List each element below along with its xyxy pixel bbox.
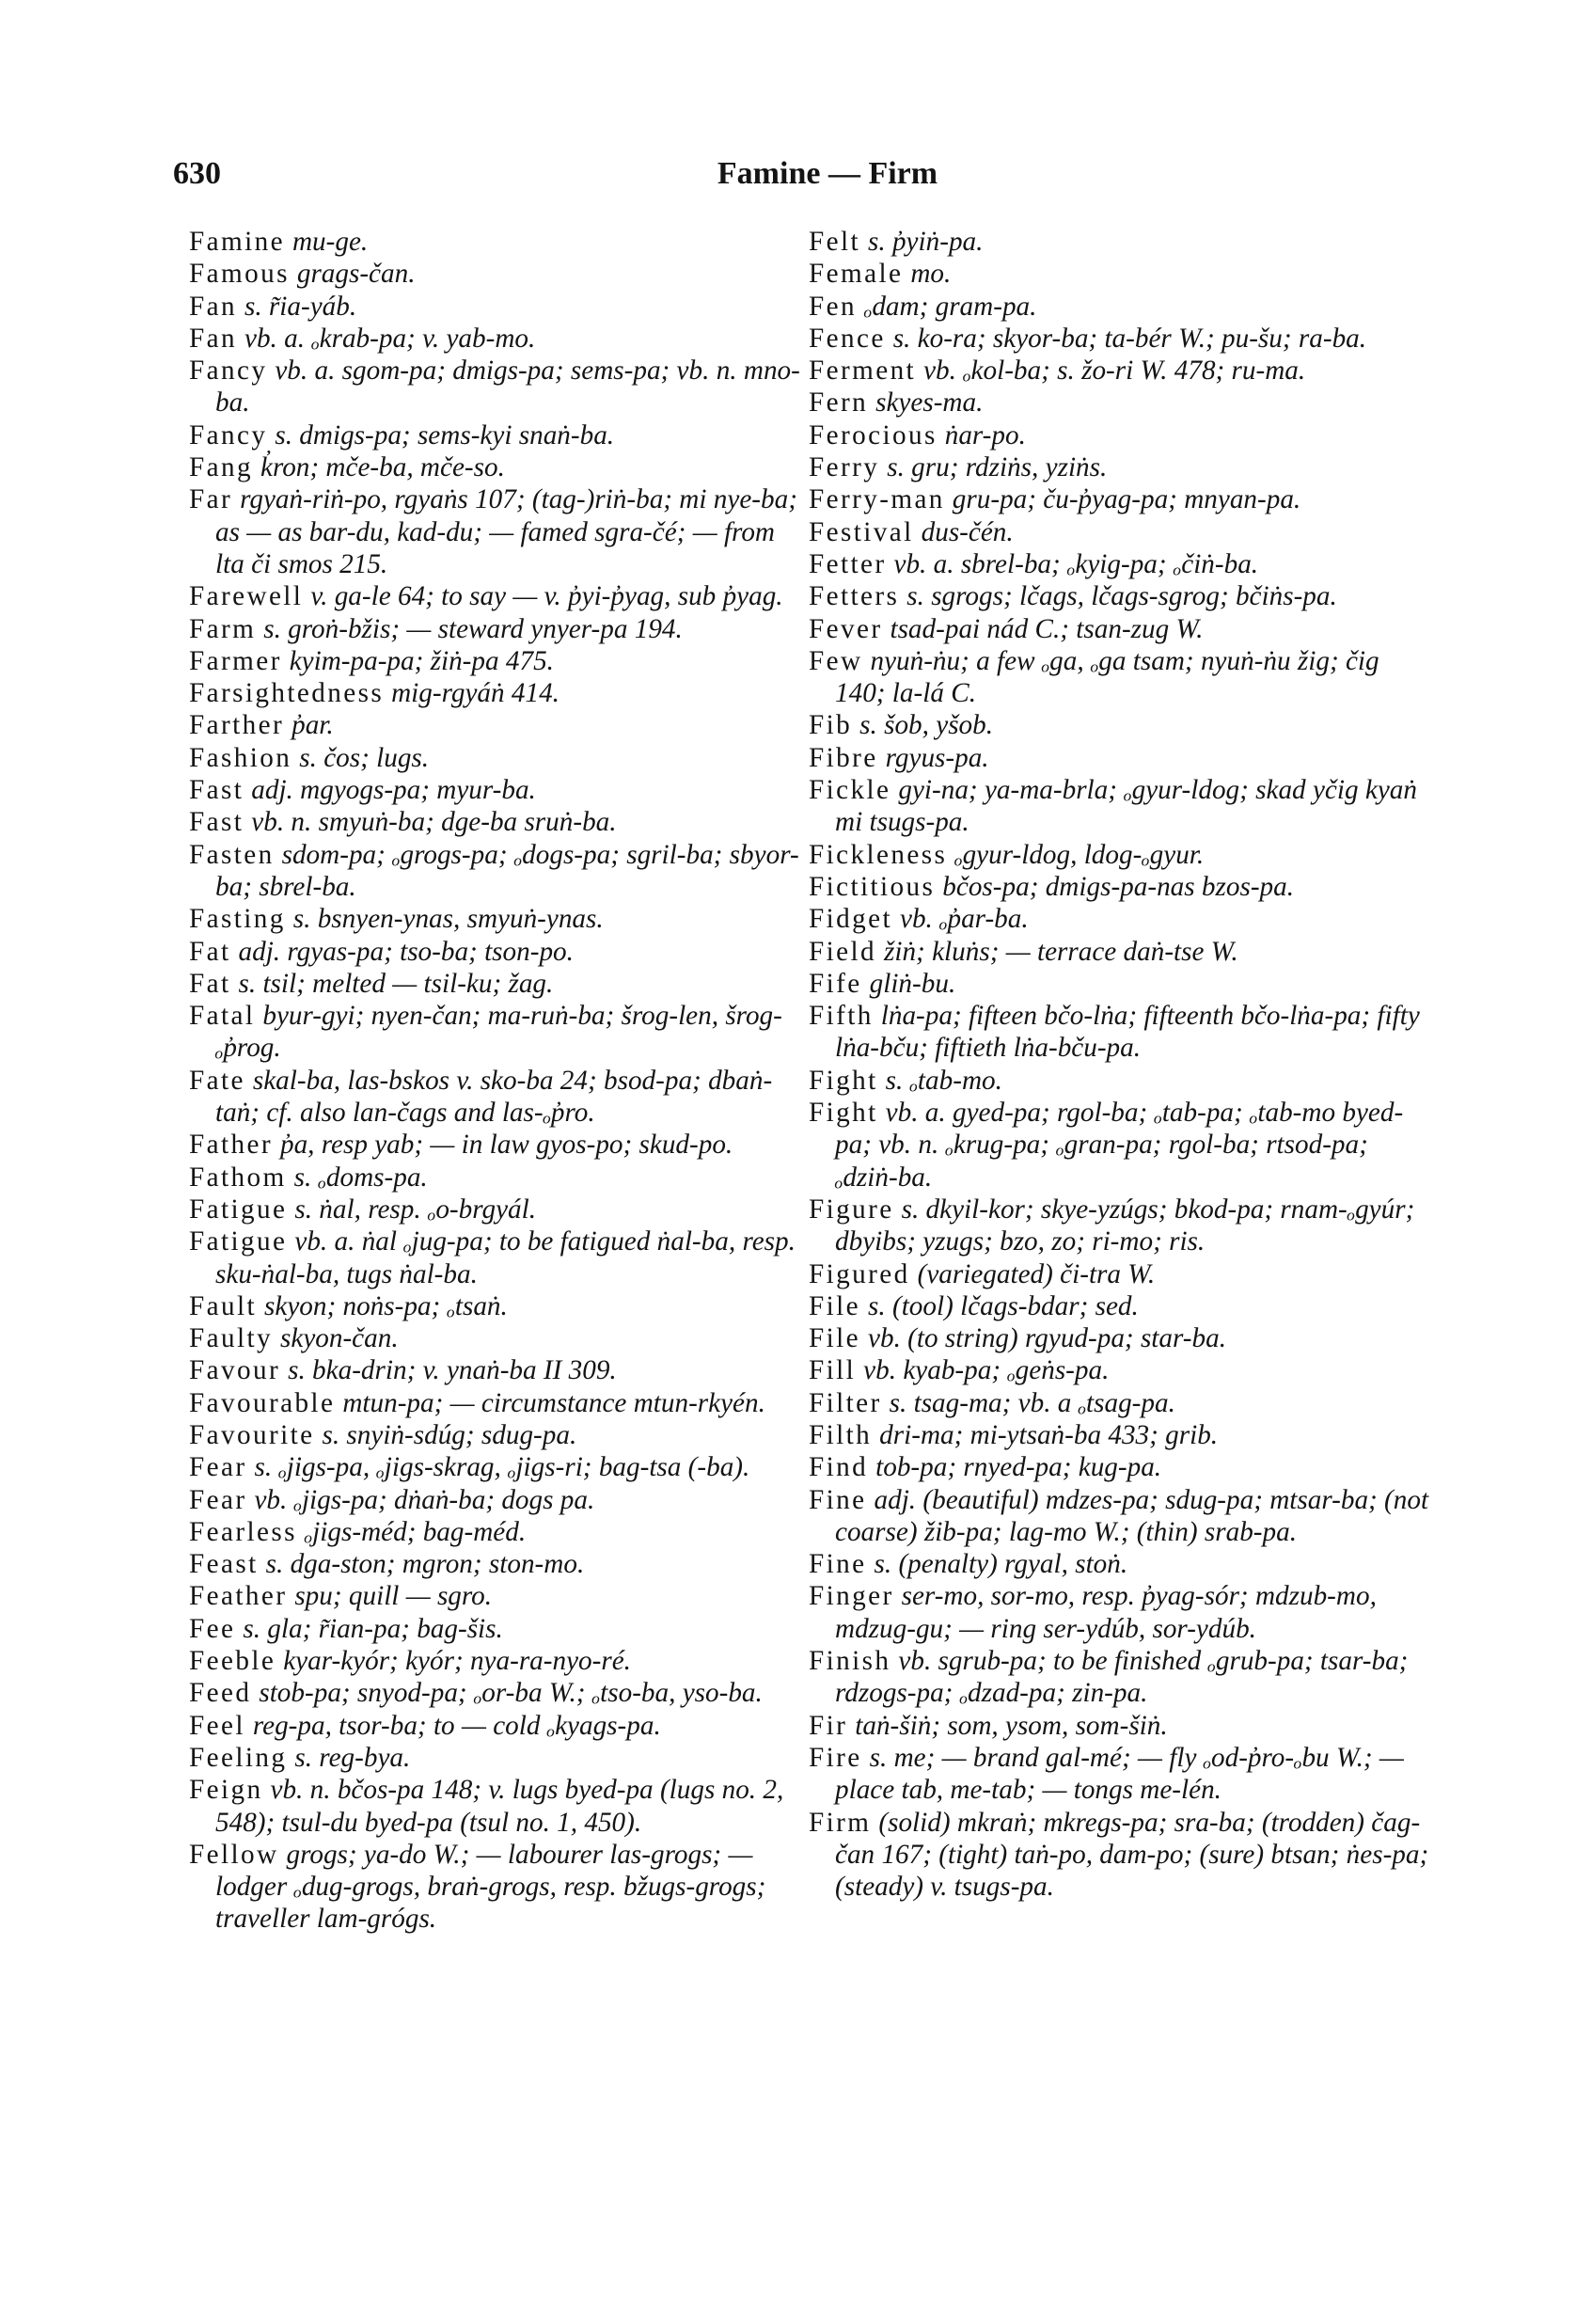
dictionary-entry [809, 516, 1429, 548]
entry-headword: Few [809, 645, 863, 676]
entry-definition: s. reg-bya. [294, 1742, 411, 1773]
dictionary-entry [809, 742, 1429, 774]
entry-definition: žiṅ; kluṅs; — terrace daṅ-tse W. [884, 936, 1238, 967]
entry-headword: Fine [809, 1549, 867, 1580]
entry-headword: Fancy [189, 419, 268, 451]
entry-headword: Ferry [809, 452, 880, 483]
entry-definition: s. snyiṅ-sdúg; sdug-pa. [322, 1419, 577, 1450]
dictionary-entry [809, 1451, 1429, 1483]
dictionary-entry [809, 258, 1429, 290]
dictionary-entry [809, 1807, 1429, 1904]
entry-definition: ṅar-po. [944, 419, 1026, 451]
dictionary-entry [809, 483, 1429, 515]
entry-headword: Fever [809, 613, 883, 644]
entry-headword: Fifth [809, 1001, 874, 1032]
entry-definition: p̓a, resp yab; — in law gyos-po; skud-po. [279, 1130, 733, 1161]
dictionary-entry [189, 1065, 810, 1130]
entry-headword: Fast [189, 807, 244, 838]
entry-definition: s. p̓yiṅ-pa. [868, 227, 984, 257]
entry-headword: Fear [189, 1484, 247, 1515]
entry-definition: vb. sgrub-pa; to be finished ₒgrub-pa; tsar-ba; rdzogs-pa; ₒdzad-pa; zin-pa. [835, 1646, 1409, 1709]
entry-headword: Fill [809, 1355, 857, 1386]
entry-definition: p̓ar. [292, 710, 334, 741]
entry-definition: ₒdam; gram-pa. [863, 291, 1037, 322]
entry-headword: Fate [189, 1065, 245, 1096]
dictionary-entry [189, 936, 810, 968]
entry-headword: Filth [809, 1419, 873, 1450]
page-number: 630 [173, 156, 221, 191]
entry-definition: grags-čan. [296, 259, 416, 290]
dictionary-entry [809, 1645, 1429, 1710]
entry-definition: skyon; noṅs-pa; ₒtsaṅ. [264, 1290, 508, 1321]
entry-definition: s. ₒjigs-pa, ₒjigs-skrag, ₒjigs-ri; bag-tsa (-ba). [254, 1452, 750, 1483]
dictionary-entry [189, 1839, 810, 1936]
dictionary-entry [189, 1129, 810, 1161]
entry-definition: mu-ge. [292, 227, 369, 257]
entry-definition: tob-pa; rnyed-pa; kug-pa. [875, 1452, 1162, 1483]
entry-definition: reg-pa, tsor-ba; to — cold ₒkyags-pa. [252, 1710, 661, 1741]
entry-definition: gru-pa; ču-p̓yag-pa; mnyan-pa. [952, 484, 1301, 515]
entry-headword: Famine [189, 227, 285, 257]
entry-definition: s. gru; rdziṅs, yziṅs. [887, 452, 1108, 483]
entry-headword: Fasting [189, 904, 286, 935]
dictionary-entry [809, 419, 1429, 451]
dictionary-entry [189, 1774, 810, 1839]
entry-headword: Feeling [189, 1742, 288, 1773]
dictionary-entry [189, 1419, 810, 1451]
dictionary-entry [809, 1580, 1429, 1645]
dictionary-entry [809, 1419, 1429, 1451]
dictionary-entry [809, 839, 1429, 871]
entry-headword: Farm [189, 613, 257, 644]
entry-headword: File [809, 1290, 861, 1321]
entry-definition: rgyaṅ-riṅ-po, rgyaṅs 107; (tag-)riṅ-ba; mi nye-ba; as — as bar-du, kad-du; — famed sgra-čé; — from lta či smos 215. [215, 484, 797, 579]
entry-headword: Fidget [809, 904, 892, 935]
dictionary-entry [189, 1548, 810, 1580]
entry-definition: (solid) mkraṅ; mkregs-pa; sra-ba; (trodden) čag-čan 167; (tight) taṅ-po, dam-po; (sure) btsan; ṅes-pa; (steady) v. tsugs-pa. [835, 1807, 1429, 1903]
entry-definition: bčos-pa; dmigs-pa-nas bzos-pa. [942, 871, 1295, 902]
dictionary-entry [189, 1194, 810, 1225]
entry-definition: s. ₒdoms-pa. [293, 1162, 428, 1193]
dictionary-entry [189, 1000, 810, 1065]
entry-definition: s. (penalty) rgyal, stoṅ. [874, 1549, 1128, 1580]
dictionary-entry [809, 1354, 1429, 1386]
entry-headword: Farther [189, 710, 285, 741]
dictionary-entry [809, 1387, 1429, 1419]
entry-headword: Far [189, 484, 233, 515]
dictionary-entry [189, 226, 810, 258]
entry-headword: Fetters [809, 581, 900, 612]
dictionary-entry [189, 839, 810, 904]
entry-definition: vb. a. ₒkrab-pa; v. yab-mo. [244, 323, 536, 354]
dictionary-entry [189, 1451, 810, 1483]
dictionary-entry [189, 419, 810, 451]
dictionary-entry [809, 387, 1429, 419]
dictionary-entry [189, 451, 810, 483]
dictionary-entry [809, 451, 1429, 483]
dictionary-entry [809, 1065, 1429, 1097]
entry-headword: Fatigue [189, 1226, 288, 1257]
dictionary-entry [809, 1290, 1429, 1322]
dictionary-entry [189, 774, 810, 806]
entry-headword: Fictitious [809, 871, 936, 902]
entry-headword: Famous [189, 259, 290, 290]
dictionary-entry [809, 613, 1429, 645]
entry-headword: Fatal [189, 1001, 256, 1032]
entry-headword: Ferry-man [809, 484, 945, 515]
entry-headword: Fear [189, 1452, 247, 1483]
entry-definition: ₒgyur-ldog, ldog-ₒgyur. [954, 839, 1205, 870]
entry-headword: Farmer [189, 645, 282, 676]
entry-headword: Fib [809, 710, 853, 741]
dictionary-entry [189, 1677, 810, 1709]
dictionary-entry [809, 1548, 1429, 1580]
entry-definition: byur-gyi; nyen-čan; ma-ruṅ-ba; šrog-len, šrog-ₒp̓rog. [215, 1001, 782, 1064]
entry-headword: Fight [809, 1098, 878, 1129]
entry-definition: adj. rgyas-pa; tso-ba; tson-po. [238, 936, 574, 967]
entry-headword: Fellow [189, 1839, 279, 1870]
dictionary-entry [189, 742, 810, 774]
entry-headword: Feed [189, 1678, 252, 1709]
entry-definition: kyar-kyór; kyór; nya-ra-nyo-ré. [283, 1646, 631, 1677]
dictionary-entry [189, 903, 810, 935]
dictionary-entry [809, 580, 1429, 612]
entry-headword: Feign [189, 1775, 263, 1806]
entry-definition: sdom-pa; ₒgrogs-pa; ₒdogs-pa; sgril-ba; sbyor-ba; sbrel-ba. [215, 839, 799, 902]
entry-headword: Filter [809, 1387, 882, 1418]
entry-headword: Figured [809, 1258, 910, 1289]
dictionary-entry [809, 936, 1429, 968]
entry-definition: s. groṅ-bžis; — steward ynyer-pa 194. [263, 613, 683, 644]
entry-definition: s. tsag-ma; vb. a ₒtsag-pa. [889, 1387, 1175, 1418]
entry-definition: s. ṅal, resp. ₒo-brgyál. [294, 1194, 537, 1225]
entry-headword: Father [189, 1130, 273, 1161]
entry-definition: vb. a. ṅal ₒjug-pa; to be fatigued ṅal-ba, resp. sku-ṅal-ba, tugs ṅal-ba. [215, 1226, 796, 1289]
dictionary-entry [809, 903, 1429, 935]
dictionary-entry [809, 1258, 1429, 1290]
entry-definition: vb. ₒkol-ba; s. žo-ri W. 478; ru-ma. [923, 356, 1306, 387]
entry-definition: s. me; — brand gal-mé; — fly ₒod-p̓ro-ₒbu W.; — place tab, me-tab; — tongs me-lén. [835, 1742, 1404, 1806]
dictionary-entry [189, 1225, 810, 1290]
dictionary-entry [189, 613, 810, 645]
entry-definition: grogs; ya-do W.; — labourer las-grogs; — lodger ₒdug-grogs, braṅ-grogs, resp. bžugs-grogs; traveller lam-grógs. [215, 1839, 766, 1935]
entry-headword: Fence [809, 323, 886, 354]
entry-headword: Fatigue [189, 1194, 288, 1225]
entry-headword: Fife [809, 968, 862, 999]
right-column [809, 226, 1429, 1903]
entry-definition: adj. (beautiful) mdzes-pa; sdug-pa; mtsar-ba; (not coarse) žib-pa; lag-mo W.; (thin) srab-pa. [835, 1484, 1429, 1547]
entry-definition: lṅa-pa; fifteen bčo-lṅa; fifteenth bčo-lṅa-pa; fifty lṅa-bču; fiftieth lṅa-bču-pa. [835, 1001, 1420, 1064]
entry-definition: vb. a. gyed-pa; rgol-ba; ₒtab-pa; ₒtab-mo byed-pa; vb. n. ₒkrug-pa; ₒgran-pa; rgol-ba; rtsod-pa; ₒdziṅ-ba. [835, 1098, 1404, 1193]
entry-definition: vb. a. sgom-pa; dmigs-pa; sems-pa; vb. n. mno-ba. [215, 356, 800, 419]
dictionary-entry [809, 1710, 1429, 1742]
entry-headword: File [809, 1323, 861, 1354]
entry-headword: Find [809, 1452, 869, 1483]
entry-definition: s. dkyil-kor; skye-yzúgs; bkod-pa; rnam-ₒgyúr; dbyibs; yzugs; bzo, zo; ri-mo; ris. [835, 1194, 1415, 1257]
dictionary-entry [189, 1613, 810, 1645]
entry-headword: Fight [809, 1065, 878, 1096]
entry-headword: Fearless [189, 1516, 297, 1547]
entry-headword: Farsightedness [189, 678, 385, 709]
entry-headword: Fashion [189, 742, 292, 773]
entry-definition: mig-rgyáṅ 414. [391, 678, 559, 709]
left-column [189, 226, 810, 1936]
entry-headword: Finish [809, 1646, 891, 1677]
dictionary-entry [189, 1645, 810, 1677]
entry-definition: spu; quill — sgro. [294, 1581, 493, 1612]
dictionary-entry [189, 1162, 810, 1194]
entry-definition: s. r̃ia-yáb. [244, 291, 357, 322]
dictionary-entry [189, 258, 810, 290]
entry-headword: Fee [189, 1613, 236, 1644]
dictionary-entry [809, 1742, 1429, 1807]
entry-definition: vb. (to string) rgyud-pa; star-ba. [868, 1323, 1226, 1354]
dictionary-entry [189, 1484, 810, 1516]
entry-definition: ₒjigs-méd; bag-méd. [304, 1516, 527, 1547]
entry-headword: Fir [809, 1710, 848, 1741]
entry-headword: Fasten [189, 839, 275, 870]
entry-definition: gyi-na; ya-ma-brla; ₒgyur-ldog; skad yčig kyaṅ mi tsugs-pa. [835, 775, 1417, 838]
entry-headword: Fang [189, 452, 253, 483]
entry-definition: s. čos; lugs. [299, 742, 430, 773]
dictionary-entry [189, 1742, 810, 1774]
dictionary-entry [809, 291, 1429, 323]
entry-definition: taṅ-šiṅ; som, ysom, som-šiṅ. [855, 1710, 1168, 1741]
dictionary-entry [189, 580, 810, 612]
entry-definition: vb. n. bčos-pa 148; v. lugs byed-pa (lugs no. 2, 548); tsul-du byed-pa (tsul no. 1, 450). [215, 1775, 784, 1838]
running-head: Famine — Firm [717, 156, 938, 191]
entry-definition: s. gla; r̃ian-pa; bag-šis. [243, 1613, 503, 1644]
entry-headword: Finger [809, 1581, 894, 1612]
entry-definition: mo. [910, 259, 952, 290]
dictionary-entry [809, 226, 1429, 258]
entry-headword: Firm [809, 1807, 872, 1838]
entry-headword: Fast [189, 775, 244, 806]
entry-headword: Fault [189, 1290, 257, 1321]
entry-headword: Ferment [809, 356, 917, 387]
entry-definition: skal-ba, las-bskos v. sko-ba 24; bsod-pa; dbaṅ-taṅ; cf. also lan-čags and las-ₒp̓ro. [215, 1065, 773, 1129]
entry-definition: stob-pa; snyod-pa; ₒor-ba W.; ₒtso-ba, yso-ba. [259, 1678, 763, 1709]
dictionary-entry [189, 1580, 810, 1612]
entry-definition: tsad-pai nád C.; tsan-zug W. [890, 613, 1204, 644]
entry-headword: Figure [809, 1194, 894, 1225]
entry-headword: Feeble [189, 1646, 276, 1677]
entry-headword: Fickle [809, 775, 891, 806]
entry-headword: Fire [809, 1742, 862, 1773]
dictionary-entry [809, 1484, 1429, 1549]
entry-definition: dri-ma; mi-ytsaṅ-ba 433; grib. [879, 1419, 1219, 1450]
entry-headword: Fibre [809, 742, 878, 773]
dictionary-entry [809, 645, 1429, 710]
dictionary-entry [809, 774, 1429, 839]
entry-headword: Feather [189, 1581, 288, 1612]
dictionary-entry [189, 968, 810, 1000]
dictionary-entry [809, 1322, 1429, 1354]
dictionary-entry [809, 1097, 1429, 1194]
entry-headword: Fine [809, 1484, 867, 1515]
entry-headword: Ferocious [809, 419, 938, 451]
dictionary-entry [189, 1710, 810, 1742]
dictionary-entry [809, 323, 1429, 355]
entry-definition: s. ko-ra; skyor-ba; ta-bér W.; pu-šu; ra-ba. [892, 323, 1367, 354]
entry-definition: skyes-ma. [875, 387, 984, 419]
entry-definition: vb. a. sbrel-ba; ₒkyig-pa; ₒčiṅ-ba. [893, 548, 1259, 579]
entry-definition: s. bka-drin; v. ynaṅ-ba II 309. [288, 1355, 617, 1386]
dictionary-entry [189, 291, 810, 323]
entry-definition: mtun-pa; — circumstance mtun-rkyén. [342, 1387, 765, 1418]
dictionary-entry [189, 677, 810, 709]
entry-headword: Favour [189, 1355, 281, 1386]
entry-definition: s. dga-ston; mgron; ston-mo. [265, 1549, 585, 1580]
entry-definition: s. (tool) lčags-bdar; sed. [868, 1290, 1139, 1321]
dictionary-entry [189, 1516, 810, 1548]
entry-headword: Female [809, 259, 904, 290]
entry-definition: s. dmigs-pa; sems-kyi snaṅ-ba. [275, 419, 615, 451]
entry-headword: Favourable [189, 1387, 336, 1418]
entry-definition: vb. n. smyuṅ-ba; dge-ba sruṅ-ba. [251, 807, 617, 838]
entry-definition: gliṅ-bu. [869, 968, 956, 999]
dictionary-entry [809, 968, 1429, 1000]
entry-definition: (variegated) či-tra W. [917, 1258, 1156, 1289]
dictionary-entry [809, 355, 1429, 387]
entry-headword: Fern [809, 387, 869, 419]
entry-headword: Faulty [189, 1323, 273, 1354]
dictionary-entry [189, 323, 810, 355]
entry-headword: Farewell [189, 581, 304, 612]
entry-headword: Fat [189, 968, 231, 999]
entry-definition: vb. kyab-pa; ₒgeṅs-pa. [863, 1355, 1110, 1386]
entry-definition: s. bsnyen-ynas, smyuṅ-ynas. [292, 904, 604, 935]
entry-definition: rgyus-pa. [885, 742, 989, 773]
entry-headword: Fathom [189, 1162, 287, 1193]
entry-definition: vb. ₒjigs-pa; dṅaṅ-ba; dogs pa. [254, 1484, 595, 1515]
entry-headword: Fancy [189, 356, 268, 387]
dictionary-entry [189, 645, 810, 677]
dictionary-entry [189, 806, 810, 838]
dictionary-entry [189, 483, 810, 580]
dictionary-entry [809, 709, 1429, 741]
entry-definition: s. sgrogs; lčags, lčags-sgrog; bčiṅs-pa. [906, 581, 1337, 612]
entry-headword: Feel [189, 1710, 245, 1741]
dictionary-entry [809, 548, 1429, 580]
entry-headword: Fat [189, 936, 231, 967]
entry-headword: Field [809, 936, 876, 967]
entry-definition: dus-čén. [921, 516, 1014, 547]
dictionary-entry [809, 871, 1429, 903]
dictionary-entry [809, 1000, 1429, 1065]
entry-headword: Festival [809, 516, 914, 547]
entry-headword: Felt [809, 227, 861, 257]
entry-headword: Fen [809, 291, 857, 322]
entry-definition: vb. ₒp̓ar-ba. [900, 904, 1029, 935]
dictionary-entry [809, 1194, 1429, 1258]
entry-headword: Favourite [189, 1419, 315, 1450]
entry-definition: s. ₒtab-mo. [885, 1065, 1002, 1096]
entry-headword: Fan [189, 323, 237, 354]
dictionary-entry [189, 1387, 810, 1419]
entry-definition: ser-mo, sor-mo, resp. p̓yag-sór; mdzub-mo, mdzug-gu; — ring ser-ydúb, sor-ydúb. [835, 1581, 1377, 1644]
entry-headword: Fetter [809, 548, 887, 579]
entry-definition: k̓ron; mče-ba, mče-so. [260, 452, 505, 483]
entry-headword: Feast [189, 1549, 259, 1580]
dictionary-entry [189, 709, 810, 741]
entry-definition: v. ga-le 64; to say — v. p̓yi-p̓yag, sub p̓yag. [310, 581, 783, 612]
dictionary-entry [189, 355, 810, 419]
dictionary-entry [189, 1290, 810, 1322]
entry-definition: nyuṅ-ṅu; a few ₒga, ₒga tsam; nyuṅ-ṅu žig; čig 140; la-lá C. [835, 645, 1379, 709]
entry-headword: Fan [189, 291, 237, 322]
entry-definition: s. tsil; melted — tsil-ku; žag. [238, 968, 554, 999]
entry-definition: kyim-pa-pa; žiṅ-pa 475. [289, 645, 554, 676]
dictionary-entry [189, 1354, 810, 1386]
entry-definition: skyon-čan. [280, 1323, 399, 1354]
entry-definition: adj. mgyogs-pa; myur-ba. [251, 775, 536, 806]
entry-headword: Fickleness [809, 839, 948, 870]
dictionary-entry [189, 1322, 810, 1354]
entry-definition: s. šob, yšob. [859, 710, 994, 741]
